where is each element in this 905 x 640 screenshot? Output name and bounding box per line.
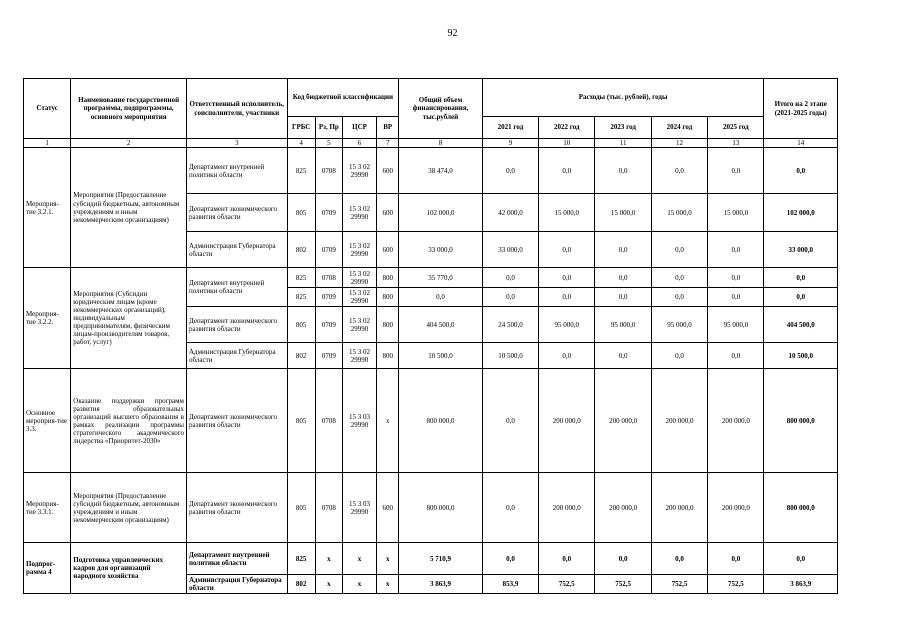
cell-2023: 0,0 [595, 148, 651, 194]
col-num: 9 [482, 139, 538, 148]
cell-csr: 15 3 02 29990 [342, 232, 376, 268]
cell-grbs: 825 [287, 288, 315, 307]
cell-grbs: 825 [287, 148, 315, 194]
cell-2022: 0,0 [539, 288, 595, 307]
cell-vr: x [377, 369, 399, 473]
col-num: 11 [595, 139, 651, 148]
cell-rzpr: 0708 [315, 473, 342, 543]
header-expenses: Расходы (тыс. рублей), годы [482, 79, 764, 117]
cell-grbs: 805 [287, 194, 315, 232]
table-row [24, 268, 838, 288]
cell-2025: 200 000,0 [708, 473, 764, 543]
col-num: 1 [24, 139, 71, 148]
cell-2021: 33 000,0 [482, 232, 538, 268]
row-executor: Администрация Губернатора области [186, 232, 287, 268]
cell-2023: 0,0 [595, 343, 651, 369]
cell-2022: 0,0 [539, 268, 595, 288]
header-2024: 2024 год [651, 117, 707, 139]
cell-vr: 600 [377, 232, 399, 268]
table-row [24, 473, 838, 543]
cell-2024: 15 000,0 [651, 194, 707, 232]
cell-final: 800 000,0 [764, 369, 838, 473]
col-num: 13 [708, 139, 764, 148]
cell-rzpr: 0708 [315, 268, 342, 288]
header-executor: Ответственный исполнитель, соисполнители, участники [186, 79, 287, 139]
row-executor: Администрация Губернатора области [186, 343, 287, 369]
row-executor: Департамент внутренней политики области [186, 148, 287, 194]
col-num: 5 [315, 139, 342, 148]
cell-grbs: 802 [287, 575, 315, 594]
cell-2023: 0,0 [595, 232, 651, 268]
cell-total: 800 000,0 [399, 369, 483, 473]
cell-grbs: 825 [287, 543, 315, 575]
cell-2023: 200 000,0 [595, 369, 651, 473]
cell-total: 3 863,9 [399, 575, 483, 594]
cell-2022: 200 000,0 [539, 369, 595, 473]
cell-rzpr: x [315, 575, 342, 594]
cell-total: 5 710,9 [399, 543, 483, 575]
cell-grbs: 805 [287, 369, 315, 473]
row-status: Основное мероприя-тие 3.3. [24, 369, 71, 473]
cell-2024: 0,0 [651, 232, 707, 268]
cell-csr: 15 3 02 29990 [342, 307, 376, 343]
cell-2024: 200 000,0 [651, 473, 707, 543]
cell-2023: 752,5 [595, 575, 651, 594]
cell-2024: 200 000,0 [651, 369, 707, 473]
cell-2024: 0,0 [651, 288, 707, 307]
cell-2022: 0,0 [539, 343, 595, 369]
cell-total: 102 000,0 [399, 194, 483, 232]
header-2023: 2023 год [595, 117, 651, 139]
col-num: 8 [399, 139, 483, 148]
table-row [24, 369, 838, 473]
cell-final: 404 500,0 [764, 307, 838, 343]
cell-total: 0,0 [399, 288, 483, 307]
cell-vr: 600 [377, 194, 399, 232]
cell-total: 10 500,0 [399, 343, 483, 369]
row-name: Подготовка управленческих кадров для организаций народного хозяйства [71, 543, 187, 594]
cell-csr: 15 3 02 29990 [342, 268, 376, 288]
cell-2024: 0,0 [651, 148, 707, 194]
row-executor: Департамент экономического развития области [186, 307, 287, 343]
cell-total: 33 000,0 [399, 232, 483, 268]
cell-2021: 853,9 [482, 575, 538, 594]
cell-2024: 0,0 [651, 268, 707, 288]
header-2021: 2021 год [482, 117, 538, 139]
cell-2024: 0,0 [651, 343, 707, 369]
cell-2025: 0,0 [708, 343, 764, 369]
col-num: 7 [377, 139, 399, 148]
header-vr: ВР [377, 117, 399, 139]
cell-final: 0,0 [764, 148, 838, 194]
budget-table [23, 78, 838, 594]
cell-rzpr: x [315, 543, 342, 575]
table-row [24, 148, 838, 194]
table-row [24, 543, 838, 575]
cell-total: 38 474,0 [399, 148, 483, 194]
cell-csr: x [342, 543, 376, 575]
cell-2023: 95 000,0 [595, 307, 651, 343]
header-2022: 2022 год [539, 117, 595, 139]
cell-grbs: 825 [287, 268, 315, 288]
cell-final: 0,0 [764, 288, 838, 307]
cell-vr: x [377, 543, 399, 575]
cell-final: 0,0 [764, 543, 838, 575]
cell-2022: 0,0 [539, 148, 595, 194]
cell-2021: 0,0 [482, 268, 538, 288]
cell-final: 3 863,9 [764, 575, 838, 594]
cell-vr: 800 [377, 268, 399, 288]
cell-2025: 0,0 [708, 543, 764, 575]
cell-rzpr: 0708 [315, 369, 342, 473]
cell-2025: 0,0 [708, 148, 764, 194]
cell-final: 102 000,0 [764, 194, 838, 232]
row-executor: Администрация Губернатора области [186, 575, 287, 594]
cell-2025: 95 000,0 [708, 307, 764, 343]
header-status: Статус [24, 79, 71, 139]
cell-2022: 752,5 [539, 575, 595, 594]
cell-rzpr: 0708 [315, 148, 342, 194]
header-name: Наименование государственной программы, подпрограммы, основного мероприятия [71, 79, 187, 139]
cell-grbs: 805 [287, 473, 315, 543]
cell-vr: 600 [377, 148, 399, 194]
cell-vr: 800 [377, 307, 399, 343]
row-executor: Департамент экономического развития области [186, 194, 287, 232]
row-status: Мероприя-тие 3.3.1. [24, 473, 71, 543]
col-num: 2 [71, 139, 187, 148]
col-num: 10 [539, 139, 595, 148]
cell-2023: 200 000,0 [595, 473, 651, 543]
row-name: Оказание поддержки программ развития образовательных организаций высшего образования в рамках реализации программы стратегического академического лидерства «Приоритет-2030» [71, 369, 187, 473]
row-executor: Департамент экономического развития области [186, 369, 287, 473]
col-num: 6 [342, 139, 376, 148]
cell-vr: x [377, 575, 399, 594]
cell-2025: 0,0 [708, 288, 764, 307]
cell-2022: 95 000,0 [539, 307, 595, 343]
cell-csr: 15 3 02 29990 [342, 148, 376, 194]
cell-csr: x [342, 575, 376, 594]
cell-2025: 15 000,0 [708, 194, 764, 232]
cell-2025: 0,0 [708, 268, 764, 288]
column-number-row [24, 139, 838, 148]
row-status: Мероприя-тие 3.2.1. [24, 148, 71, 268]
cell-rzpr: 0709 [315, 232, 342, 268]
page-number: 92 [447, 28, 458, 39]
cell-2022: 200 000,0 [539, 473, 595, 543]
cell-2021: 10 500,0 [482, 343, 538, 369]
row-status: Мероприя-тие 3.2.2. [24, 268, 71, 369]
cell-rzpr: 0709 [315, 307, 342, 343]
row-status: Подпрог-рамма 4 [24, 543, 71, 594]
header-csr: ЦСР [342, 117, 376, 139]
cell-total: 800 000,0 [399, 473, 483, 543]
cell-vr: 800 [377, 288, 399, 307]
cell-grbs: 805 [287, 307, 315, 343]
row-name: Мероприятия (Предоставление субсидий бюджетным, автономным учреждениям и иным некоммерческим организациям) [71, 473, 187, 543]
header-grbs: ГРБС [287, 117, 315, 139]
cell-2024: 0,0 [651, 543, 707, 575]
header-rzpr: Рз, Пр [315, 117, 342, 139]
cell-2022: 0,0 [539, 543, 595, 575]
cell-final: 10 500,0 [764, 343, 838, 369]
cell-2025: 752,5 [708, 575, 764, 594]
cell-vr: 800 [377, 343, 399, 369]
row-name: Мероприятия (Субсидии юридическим лицам (кроме некоммерческих организаций), индивидуальным предпринимателям, физическим лицам-производителям товаров, работ, услуг) [71, 268, 187, 369]
row-executor: Департамент внутренней политики области [186, 268, 287, 307]
cell-csr: 15 3 02 29990 [342, 288, 376, 307]
header-final: Итого на 2 этапе (2021-2025 годы) [764, 79, 838, 139]
cell-rzpr: 0709 [315, 343, 342, 369]
header-total-volume: Общий объем финансирования, тыс.рублей [399, 79, 483, 139]
cell-csr: 15 3 03 29990 [342, 369, 376, 473]
cell-2021: 24 500,0 [482, 307, 538, 343]
cell-rzpr: 0709 [315, 194, 342, 232]
cell-2023: 15 000,0 [595, 194, 651, 232]
cell-total: 35 770,0 [399, 268, 483, 288]
cell-2021: 0,0 [482, 369, 538, 473]
cell-grbs: 802 [287, 232, 315, 268]
cell-rzpr: 0709 [315, 288, 342, 307]
col-num: 14 [764, 139, 838, 148]
cell-2025: 0,0 [708, 232, 764, 268]
header-code-group: Код бюджетной классификации [287, 79, 399, 117]
cell-grbs: 802 [287, 343, 315, 369]
cell-final: 800 000,0 [764, 473, 838, 543]
row-executor: Департамент внутренней политики области [186, 543, 287, 575]
cell-2023: 0,0 [595, 543, 651, 575]
cell-csr: 15 3 02 29990 [342, 343, 376, 369]
cell-2023: 0,0 [595, 268, 651, 288]
cell-2023: 0,0 [595, 288, 651, 307]
cell-total: 404 500,0 [399, 307, 483, 343]
row-name: Мероприятия (Предоставление субсидий бюджетным, автономным учреждениям и иным некоммерческим организациям) [71, 148, 187, 268]
cell-2022: 15 000,0 [539, 194, 595, 232]
cell-2024: 95 000,0 [651, 307, 707, 343]
row-executor: Департамент экономического развития области [186, 473, 287, 543]
cell-final: 33 000,0 [764, 232, 838, 268]
header-2025: 2025 год [708, 117, 764, 139]
cell-2021: 0,0 [482, 473, 538, 543]
cell-vr: 600 [377, 473, 399, 543]
col-num: 4 [287, 139, 315, 148]
cell-2021: 0,0 [482, 543, 538, 575]
cell-2021: 0,0 [482, 288, 538, 307]
cell-csr: 15 3 02 29990 [342, 194, 376, 232]
cell-2021: 42 000,0 [482, 194, 538, 232]
cell-2024: 752,5 [651, 575, 707, 594]
col-num: 3 [186, 139, 287, 148]
cell-csr: 15 3 03 29990 [342, 473, 376, 543]
cell-2022: 0,0 [539, 232, 595, 268]
cell-final: 0,0 [764, 268, 838, 288]
col-num: 12 [651, 139, 707, 148]
cell-2021: 0,0 [482, 148, 538, 194]
cell-2025: 200 000,0 [708, 369, 764, 473]
